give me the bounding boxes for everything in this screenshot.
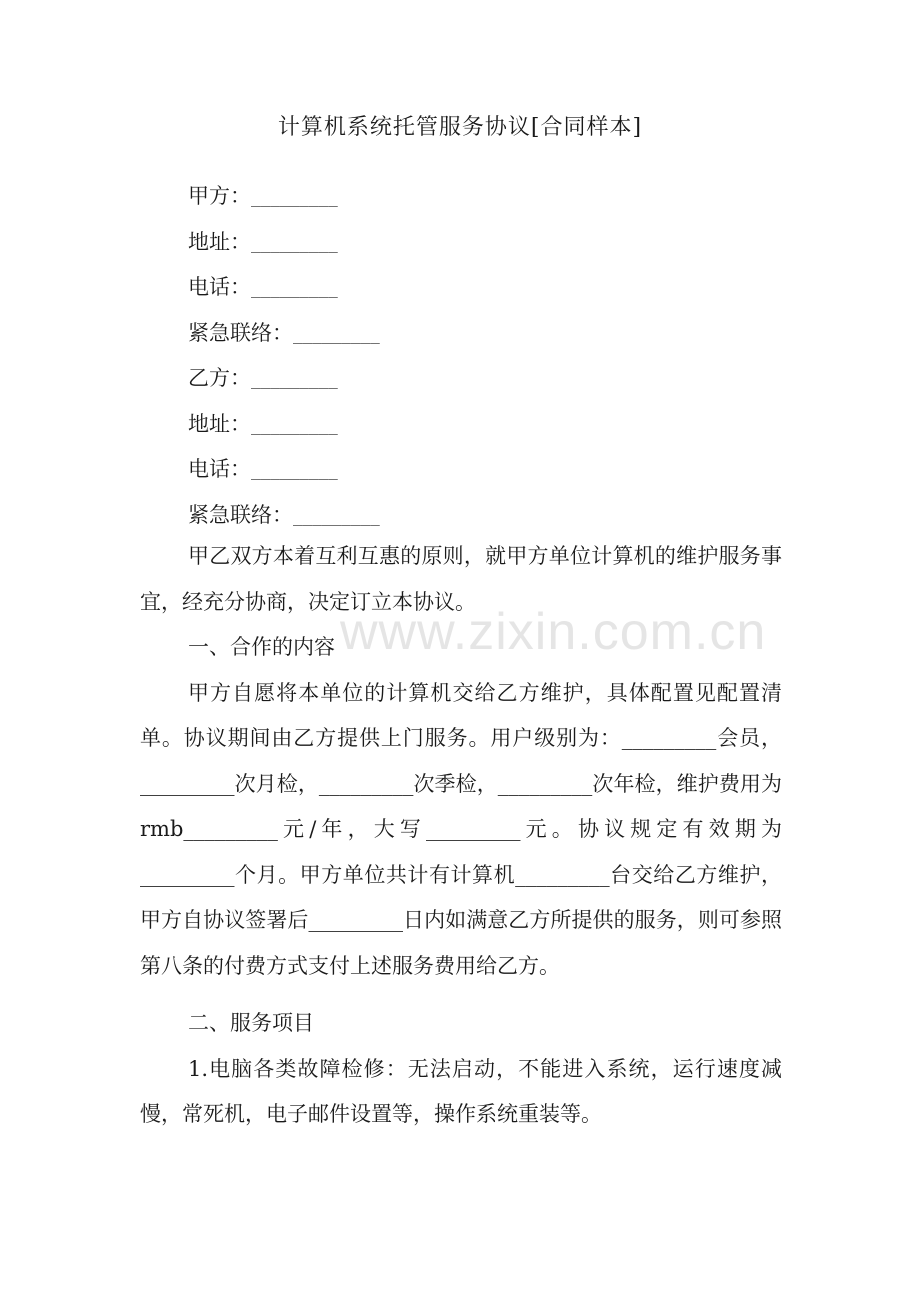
party-a-name-field xyxy=(188,176,380,222)
agreement-body xyxy=(140,534,782,1138)
blank-line: _________ xyxy=(251,461,338,480)
watermark: www.zixin.com.cn xyxy=(340,603,767,661)
party-a-emergency-field xyxy=(188,313,380,359)
party-b-emergency-label: 紧急联络： xyxy=(188,502,293,527)
blank-line: _________ xyxy=(293,324,380,344)
blank-line: _________ xyxy=(251,188,338,207)
blank-line: _________ xyxy=(251,415,338,435)
section-2-item-1: 1.电脑各类故障检修：无法启动，不能进入系统，运行速度减慢，常死机，电子邮件设置等，操作系统重装等。 xyxy=(140,1056,782,1126)
party-a-emergency-label: 紧急联络： xyxy=(188,320,293,345)
section-2-heading: 二、服务项目 xyxy=(188,1011,314,1035)
party-b-label: 乙方： xyxy=(188,366,251,390)
party-fields xyxy=(188,176,380,540)
party-b-phone-label: 电话： xyxy=(188,457,251,481)
party-b-address-field xyxy=(188,404,380,450)
party-b-address-label: 地址： xyxy=(188,411,251,436)
party-a-address-field xyxy=(188,222,380,268)
party-b-name-field xyxy=(188,358,380,404)
section-1-paragraph: 甲方自愿将本单位的计算机交给乙方维护，具体配置见配置清单。协议期间由乙方提供上门服务。用户级别为：_________会员，_________次月检，_________次季检，_________次年检，维护费用为rmb_________元/年，大写_________元。协议规定有效期为_________个月。甲方单位共计有计算机_________台交给乙方维护，甲方自协议签署后_________日内如满意乙方所提供的服务，则可参照第八条的付费方式支付上述服务费用给乙方。 xyxy=(140,680,782,978)
intro-paragraph: 甲乙双方本着互利互惠的原则，就甲方单位计算机的维护服务事宜，经充分协商，决定订立本协议。 xyxy=(140,544,782,614)
party-a-label: 甲方： xyxy=(188,184,251,208)
blank-line: _________ xyxy=(251,233,338,253)
party-a-phone-field xyxy=(188,267,380,313)
party-b-phone-field xyxy=(188,449,380,495)
blank-line: _________ xyxy=(251,370,338,389)
party-a-phone-label: 电话： xyxy=(188,275,251,299)
document-title: 计算机系统托管服务协议[合同样本] xyxy=(277,115,643,140)
party-a-address-label: 地址： xyxy=(188,229,251,254)
section-spacer xyxy=(140,989,782,1001)
blank-line: _________ xyxy=(251,279,338,298)
section-1-heading: 一、合作的内容 xyxy=(188,635,335,659)
blank-line: _________ xyxy=(293,506,380,526)
